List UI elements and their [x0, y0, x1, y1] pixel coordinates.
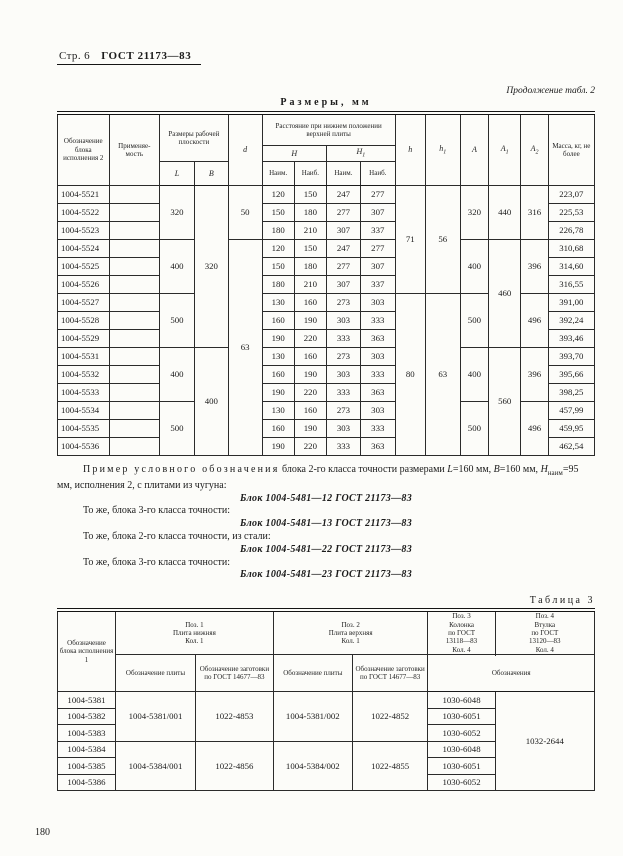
table-row [58, 186, 595, 204]
table-cell: 80 [395, 294, 425, 456]
table-cell: 1004-5528 [58, 312, 110, 330]
table-cell: 210 [294, 276, 326, 294]
table-row [58, 240, 595, 258]
col-header-H-min: Наим. [262, 162, 294, 186]
table-cell: 1022-4852 [352, 692, 428, 742]
table-cell: 1004-5532 [58, 366, 110, 384]
table-cell: 1004-5385 [58, 758, 116, 775]
table-cell: 320 [194, 186, 228, 348]
table-cell: 56 [425, 186, 460, 294]
page-header [57, 50, 201, 65]
table-cell: 440 [489, 186, 521, 240]
table-cell: 500 [460, 402, 488, 456]
table-cell: 457,99 [548, 402, 594, 420]
table-cell: 1004-5382 [58, 708, 116, 725]
table-cell: 150 [294, 186, 326, 204]
col-header-blank-lower: Обозначение заготовки по ГОСТ 14677—83 [195, 655, 273, 692]
table-cell: 277 [327, 258, 361, 276]
table-cell: 400 [460, 240, 488, 294]
table-cell: 130 [262, 294, 294, 312]
table-cell: 1022-4855 [352, 741, 428, 791]
table-cell: 391,00 [548, 294, 594, 312]
table-cell: 316,55 [548, 276, 594, 294]
continuation-note: Продолжение табл. 2 [506, 86, 595, 96]
table-cell: 392,24 [548, 312, 594, 330]
table-cell: 337 [360, 222, 395, 240]
col-header-mass: Масса, кг, не более [548, 113, 594, 186]
table-cell: 1030-6052 [428, 774, 495, 791]
table-cell: 1030-6051 [428, 708, 495, 725]
table-cell [109, 294, 159, 312]
table-cell: 180 [294, 204, 326, 222]
table-cell [109, 420, 159, 438]
table-cell: 500 [460, 294, 488, 348]
col-header-H1-min: Наим. [327, 162, 361, 186]
table-cell [109, 186, 159, 204]
col-header-distance: Расстояние при нижнем положении верхней плиты [262, 113, 395, 146]
table-cell: 500 [160, 294, 195, 348]
table-cell: 220 [294, 438, 326, 456]
table-cell: 307 [360, 258, 395, 276]
table-cell: 1004-5535 [58, 420, 110, 438]
page-label: Стр. 6 [59, 50, 91, 62]
table-cell: 396 [521, 240, 548, 294]
table-cell: 1004-5526 [58, 276, 110, 294]
table-cell: 50 [228, 186, 262, 240]
table-cell: 180 [294, 258, 326, 276]
table-cell: 496 [521, 402, 548, 456]
table-cell: 1004-5384/001 [115, 741, 195, 791]
col-header-H1: $H_1$ [327, 146, 396, 162]
table-cell: 1004-5521 [58, 186, 110, 204]
table-cell: 303 [360, 294, 395, 312]
table-cell: 1004-5531 [58, 348, 110, 366]
col-header-plate-lower: Обозначение плиты [115, 655, 195, 692]
table-cell: 180 [262, 222, 294, 240]
table-cell: 160 [294, 294, 326, 312]
col-header-usage: Применяе- мость [109, 113, 159, 186]
table-cell [109, 384, 159, 402]
col-header-A2: $A_2$ [521, 113, 548, 186]
table-cell: 1004-5527 [58, 294, 110, 312]
table-cell: 1004-5534 [58, 402, 110, 420]
table-cell: 71 [395, 186, 425, 294]
table-cell: 496 [521, 294, 548, 348]
table-cell: 1030-6048 [428, 692, 495, 709]
table-cell: 460 [489, 240, 521, 348]
table-cell: 1004-5533 [58, 384, 110, 402]
table-cell: 1004-5384 [58, 741, 116, 758]
table-cell [109, 258, 159, 276]
table-cell: 396 [521, 348, 548, 402]
table-cell: 277 [360, 186, 395, 204]
col-header-L: L [160, 162, 195, 186]
table-cell: 190 [262, 438, 294, 456]
table-cell [109, 348, 159, 366]
example-intro: Пример условного обозначения блока 2-го класса точности размерами L=160 мм, B=160 мм, $H_{наим}=95$ мм, исполнения 2, с плитами из чугуна: [57, 464, 579, 491]
col-header-H1-max: Наиб. [360, 162, 395, 186]
table-cell: 333 [360, 312, 395, 330]
parts-table [57, 608, 595, 791]
table-cell: 400 [160, 240, 195, 294]
table-cell: 160 [262, 420, 294, 438]
table-cell: 130 [262, 348, 294, 366]
table-cell: 333 [327, 438, 361, 456]
col-header-pos2: Поз. 2 Плита верхняя Кол. 1 [273, 610, 428, 655]
col-header-oboznacheniya: Обозначения [428, 655, 595, 692]
table-cell: 1004-5524 [58, 240, 110, 258]
dimensions-table [57, 111, 595, 456]
col-header-A: A [460, 113, 488, 186]
col-header-plate-upper: Обозначение плиты [273, 655, 352, 692]
table-cell: 220 [294, 330, 326, 348]
table-cell: 333 [327, 384, 361, 402]
designation-example [57, 464, 595, 582]
col-header-h: h [395, 113, 425, 186]
table-cell: 63 [425, 294, 460, 456]
table-cell: 303 [360, 402, 395, 420]
table-cell: 160 [262, 366, 294, 384]
table-cell: 63 [228, 240, 262, 456]
table-cell: 1004-5386 [58, 774, 116, 791]
table-cell [109, 330, 159, 348]
col-header-B: B [194, 162, 228, 186]
col-header-pos1: Поз. 1 Плита нижняя Кол. 1 [115, 610, 273, 655]
table-cell: 273 [327, 348, 361, 366]
table-cell: 395,66 [548, 366, 594, 384]
table-cell: 277 [327, 204, 361, 222]
table-cell [109, 366, 159, 384]
block-designation: Блок 1004-5481—13 ГОСТ 21173—83 [239, 518, 413, 530]
table-cell [109, 240, 159, 258]
table-cell: 1004-5523 [58, 222, 110, 240]
table-cell: 333 [360, 366, 395, 384]
table-cell: 150 [262, 204, 294, 222]
col-header-pos3: Поз. 3 Колонка по ГОСТ 13118—83 Кол. 4 [428, 610, 495, 655]
col-header-designation: Обозначение блока исполнения 2 [58, 113, 110, 186]
table-cell: 190 [294, 312, 326, 330]
table-cell [109, 438, 159, 456]
table-cell: 120 [262, 240, 294, 258]
table-cell: 190 [294, 420, 326, 438]
table3-caption: Таблица 3 [529, 595, 595, 607]
table-cell: 400 [160, 348, 195, 402]
block-designation: Блок 1004-5481—12 ГОСТ 21173—83 [239, 492, 413, 504]
table-cell: 363 [360, 384, 395, 402]
table-cell: 160 [262, 312, 294, 330]
table-cell: 160 [294, 402, 326, 420]
table-cell: 1032-2644 [495, 692, 594, 791]
table-cell: 307 [360, 204, 395, 222]
table-cell: 220 [294, 384, 326, 402]
col-header-h1: $h_1$ [425, 113, 460, 186]
table-cell: 210 [294, 222, 326, 240]
table-cell: 223,07 [548, 186, 594, 204]
table-cell: 1004-5384/002 [273, 741, 352, 791]
table-cell: 273 [327, 294, 361, 312]
table-cell: 190 [294, 366, 326, 384]
col-header-pos4: Поз. 4 Втулка по ГОСТ 13120—83 Кол. 4 [495, 610, 594, 655]
table-cell: 1004-5522 [58, 204, 110, 222]
same-note: То же, блока 2-го класса точности, из стали: [83, 530, 271, 542]
table-cell: 1030-6051 [428, 758, 495, 775]
same-note: То же, блока 3-го класса точности: [83, 556, 231, 568]
col-header-blank-upper: Обозначение заготовки по ГОСТ 14677—83 [352, 655, 428, 692]
table-cell: 303 [360, 348, 395, 366]
same-note: То же, блока 3-го класса точности: [83, 505, 231, 517]
table-cell: 320 [460, 186, 488, 240]
table-cell: 303 [327, 366, 361, 384]
col-header-work-surface: Размеры рабочей плоскости [160, 113, 229, 162]
table-cell: 307 [327, 276, 361, 294]
table-cell: 1004-5381/002 [273, 692, 352, 742]
table-cell: 150 [294, 240, 326, 258]
table-cell: 400 [460, 348, 488, 402]
block-designation: Блок 1004-5481—23 ГОСТ 21173—83 [239, 569, 413, 581]
table-row [58, 348, 595, 366]
block-designation: Блок 1004-5481—22 ГОСТ 21173—83 [239, 543, 413, 555]
table-cell: 320 [160, 186, 195, 240]
table-cell: 307 [327, 222, 361, 240]
table-cell: 337 [360, 276, 395, 294]
table-cell: 225,53 [548, 204, 594, 222]
table-cell: 400 [194, 348, 228, 456]
col-header-A1: $A_1$ [489, 113, 521, 186]
table-cell: 277 [360, 240, 395, 258]
table-cell: 247 [327, 240, 361, 258]
table-cell: 462,54 [548, 438, 594, 456]
table-cell: 310,68 [548, 240, 594, 258]
table-cell [109, 276, 159, 294]
table-cell: 273 [327, 402, 361, 420]
table-cell: 393,46 [548, 330, 594, 348]
col-header-designation1: Обозначение блока исполнения 1 [58, 610, 116, 692]
table-cell: 190 [262, 330, 294, 348]
table-cell: 1004-5381/001 [115, 692, 195, 742]
table-cell: 180 [262, 276, 294, 294]
table-cell: 393,70 [548, 348, 594, 366]
table-cell: 398,25 [548, 384, 594, 402]
col-header-H-max: Наиб. [294, 162, 326, 186]
table-cell: 160 [294, 348, 326, 366]
table-cell: 1004-5536 [58, 438, 110, 456]
table-cell: 333 [360, 420, 395, 438]
table-cell: 1004-5529 [58, 330, 110, 348]
table-cell [109, 312, 159, 330]
table-cell: 1022-4856 [195, 741, 273, 791]
table-cell: 1004-5383 [58, 725, 116, 742]
table-cell: 500 [160, 402, 195, 456]
table-cell: 150 [262, 258, 294, 276]
table-cell: 1004-5381 [58, 692, 116, 709]
table-cell [109, 204, 159, 222]
table-cell: 1030-6052 [428, 725, 495, 742]
table-cell: 560 [489, 348, 521, 456]
page-number: 180 [35, 827, 50, 838]
table-cell: 1004-5525 [58, 258, 110, 276]
table-cell: 459,95 [548, 420, 594, 438]
table-cell: 190 [262, 384, 294, 402]
table-cell [109, 222, 159, 240]
col-header-d: d [228, 113, 262, 186]
table-cell: 1022-4853 [195, 692, 273, 742]
table-cell: 303 [327, 312, 361, 330]
table-row [58, 692, 595, 709]
table-cell [109, 402, 159, 420]
table-cell: 120 [262, 186, 294, 204]
table-cell: 247 [327, 186, 361, 204]
header-row [58, 610, 595, 655]
table-cell: 226,78 [548, 222, 594, 240]
units-label: Размеры, мм [280, 97, 372, 108]
gost-number: ГОСТ 21173—83 [101, 50, 192, 62]
table-cell: 363 [360, 438, 395, 456]
table-cell: 303 [327, 420, 361, 438]
table-cell: 316 [521, 186, 548, 240]
table-cell: 314,60 [548, 258, 594, 276]
table-cell: 363 [360, 330, 395, 348]
table-cell: 130 [262, 402, 294, 420]
col-header-H: H [262, 146, 326, 162]
table-cell: 1030-6048 [428, 741, 495, 758]
table-cell: 333 [327, 330, 361, 348]
header-row [58, 113, 595, 146]
